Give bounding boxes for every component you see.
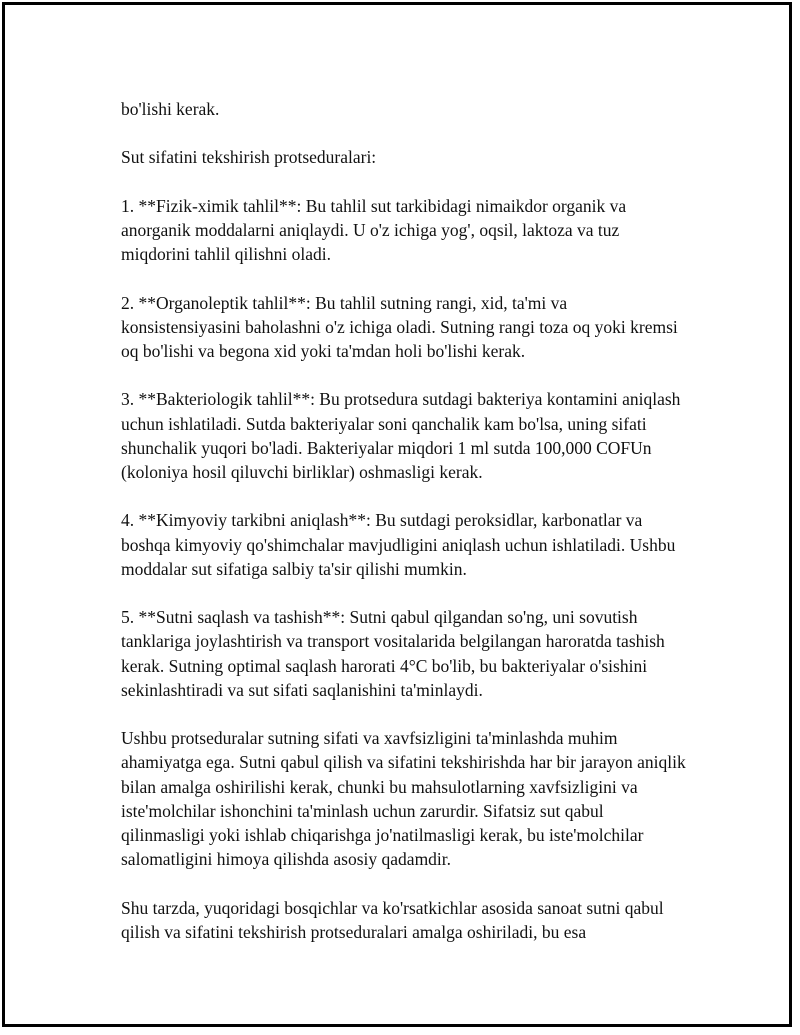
list-item-physico-chemical: 1. **Fizik-ximik tahlil**: Bu tahlil sut tarkibidagi nimaikdor organik va anorganik moddalarni aniqlaydi. U o'z ichiga yog', oqsil, laktoza va tuz miqdorini tahlil qilishni oladi. — [121, 195, 627, 265]
list-item-bacteriological: 3. **Bakteriologik tahlil**: Bu protsedura sutdagi bakteriya kontamini aniqlash uchun ishlatiladi. Sutda bakteriyalar soni qanchalik kam bo'lsa, uning sifati shunchalik yuqori bo'ladi. Bakteriyalar miqdori 1 ml sutda 100,000 COFUn (koloniya hosil qiluvchi birliklar) oshmasligi kerak. — [121, 389, 681, 482]
document-body — [121, 97, 691, 944]
paragraph-continuation: bo'lishi kerak. — [121, 99, 220, 119]
list-item-chemical-composition: 4. **Kimyoviy tarkibni aniqlash**: Bu sutdagi peroksidlar, karbonatlar va boshqa kimyoviy qo'shimchalar mavjudligini aniqlash uchun ishlatiladi. Ushbu moddalar sut sifatiga salbiy ta'sir qilishi mumkin. — [121, 510, 676, 579]
paragraph-summary: Ushbu protseduralar sutning sifati va xavfsizligini ta'minlashda muhim ahamiyatga ega. Sutni qabul qilish va sifatini tekshirishda har bir jarayon aniqlik bilan amalga oshirilishi kerak, chunki bu mahsulotlarning xavfsizligini va iste'molchilar ishonchini ta'minlash uchun zarurdir. Sifatsiz sut qabul qilinmasligi yoki ishlab chiqarishga jo'natilmasligi kerak, bu iste'molchilar salomatligini himoya qilishda asosiy qadamdir. — [121, 728, 686, 870]
document-page — [2, 2, 792, 1027]
list-item-organoleptic: 2. **Organoleptik tahlil**: Bu tahlil sutning rangi, xid, ta'mi va konsistensiyasini baholashni o'z ichiga oladi. Sutning rangi toza oq yoki kremsi oq bo'lishi va begona xid yoki ta'mdan holi bo'lishi kerak. — [121, 292, 678, 361]
section-heading: Sut sifatini tekshirish protseduralari: — [121, 147, 377, 168]
paragraph-conclusion: Shu tarzda, yuqoridagi bosqichlar va ko'rsatkichlar asosida sanoat sutni qabul qilish va sifatini tekshirish protseduralari amalga oshiriladi, bu esa — [121, 897, 664, 942]
list-item-storage-transport: 5. **Sutni saqlash va tashish**: Sutni qabul qilgandan so'ng, uni sovutish tanklariga joylashtirish va transport vositalarida belgilangan haroratda tashish kerak. Sutning optimal saqlash harorati 4°C bo'lib, bu bakteriyalar o'sishini sekinlashtiradi va sut sifati saqlanishini ta'minlaydi. — [121, 607, 665, 700]
